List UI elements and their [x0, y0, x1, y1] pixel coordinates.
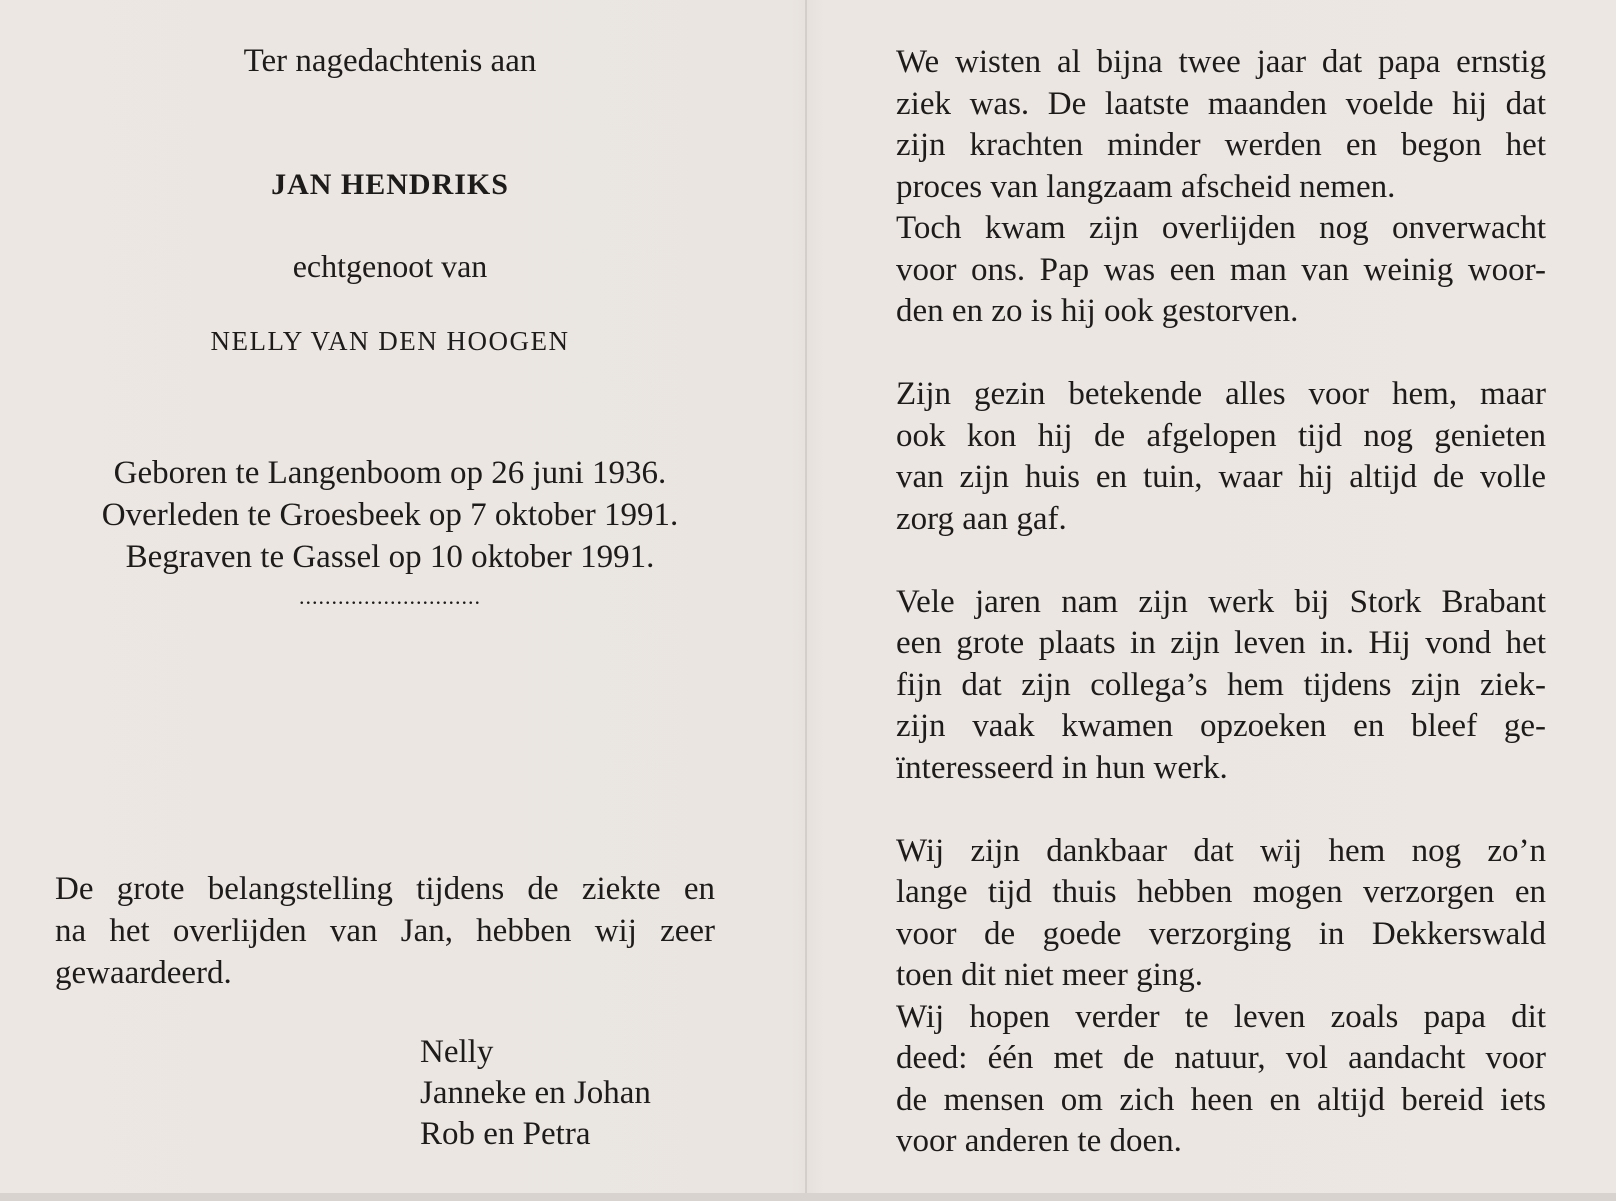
card-bottom-edge: [0, 1193, 1616, 1201]
life-dates: [40, 452, 740, 578]
thanks-line: De grote belangstelling tijdens de ziekte en: [55, 871, 715, 907]
paragraph-illness: [896, 42, 1546, 333]
thanks-paragraph: [55, 868, 715, 994]
text-line: voor anderen te doen.: [896, 1123, 1182, 1159]
text-line: fijn dat zijn collega’s hem tijdens zijn ziek-: [896, 666, 1546, 703]
paragraph-gratitude: [896, 831, 1546, 1163]
text-line: ïnteresseerd in hun werk.: [896, 749, 1228, 786]
text-line: proces van langzaam afscheid nemen.: [896, 168, 1396, 205]
text-line: We wisten al bijna twee jaar dat papa ernstig: [896, 44, 1546, 80]
text-line: zorg aan gaf.: [896, 500, 1067, 537]
spouse-label: echtgenoot van: [292, 248, 488, 284]
text-line: zijn krachten minder werden en begon het: [896, 127, 1546, 163]
paragraph-family: [896, 374, 1546, 540]
signer: Rob en Petra: [420, 1116, 591, 1152]
birth-line: Geboren te Langenboom op 26 juni 1936.: [113, 455, 667, 491]
text-line: de mensen om zich heen en altijd bereid iets: [896, 1081, 1546, 1118]
text-line: Wij hopen verder te leven zoals papa dit: [896, 998, 1546, 1035]
text-line: Vele jaren nam zijn werk bij Stork Brabant: [896, 583, 1546, 620]
text-line: van zijn huis en tuin, waar hij altijd de volle: [896, 459, 1546, 495]
signer: Janneke en Johan: [420, 1075, 651, 1111]
left-panel: [40, 0, 740, 1201]
deceased-name: JAN HENDRIKS: [271, 168, 509, 201]
text-line: Zijn gezin betekende alles voor hem, maar: [896, 376, 1546, 412]
text-line: lange tijd thuis hebben mogen verzorgen en: [896, 874, 1546, 910]
text-line: zijn vaak kwamen opzoeken en bleef ge-: [896, 708, 1546, 744]
intro-text: Ter nagedachtenis aan: [243, 43, 537, 79]
death-line: Overleden te Groesbeek op 7 oktober 1991.: [101, 497, 679, 533]
spouse-name: NELLY VAN DEN HOOGEN: [210, 326, 570, 356]
text-line: Toch kwam zijn overlijden nog onverwacht: [896, 210, 1546, 246]
text-line: den en zo is hij ook gestorven.: [896, 293, 1299, 329]
text-line: ziek was. De laatste maanden voelde hij dat: [896, 85, 1546, 122]
thanks-line: gewaardeerd.: [55, 955, 232, 991]
text-line: toen dit niet meer ging.: [896, 957, 1204, 993]
text-line: voor de goede verzorging in Dekkerswald: [896, 915, 1546, 952]
burial-line: Begraven te Gassel op 10 oktober 1991.: [125, 539, 655, 575]
text-line: deed: één met de natuur, vol aandacht voor: [896, 1040, 1546, 1076]
text-line: een grote plaats in zijn leven in. Hij vond het: [896, 625, 1546, 661]
text-line: voor ons. Pap was een man van weinig woor-: [896, 251, 1546, 288]
thanks-line: na het overlijden van Jan, hebben wij zeer: [55, 913, 715, 949]
signer: Nelly: [420, 1034, 494, 1070]
right-panel: [896, 42, 1546, 1163]
card-fold: [805, 0, 807, 1201]
text-line: ook kon hij de afgelopen tijd nog genieten: [896, 417, 1546, 454]
signers-list: [420, 1032, 651, 1155]
dotted-separator: ............................: [299, 584, 481, 609]
text-line: Wij zijn dankbaar dat wij hem nog zo’n: [896, 832, 1546, 869]
paragraph-work: [896, 582, 1546, 790]
